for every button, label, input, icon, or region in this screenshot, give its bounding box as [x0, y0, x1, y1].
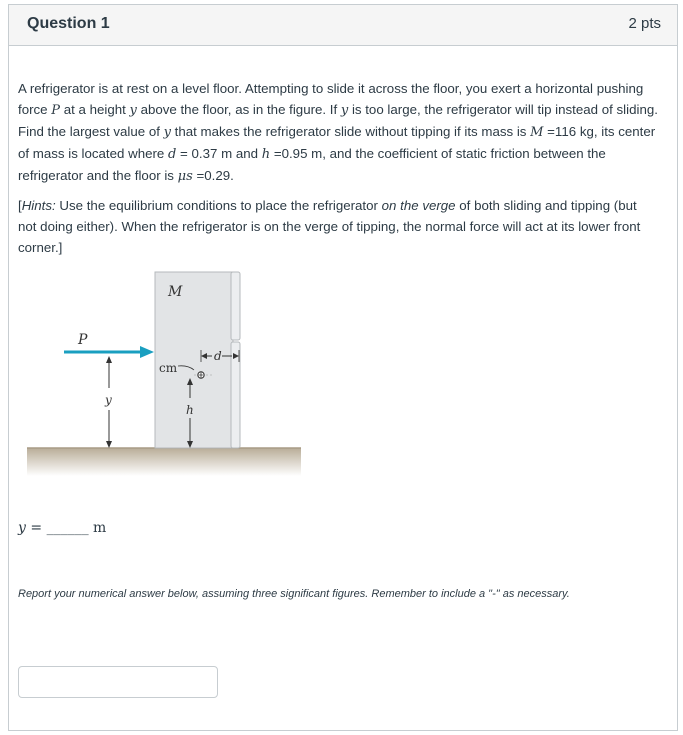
math-M: M — [530, 125, 544, 140]
math-mu-s: μs — [177, 169, 193, 184]
answer-variable: y — [18, 520, 26, 536]
answer-expression — [18, 520, 106, 536]
hint-seg: of both sliding and tipping (but not doing either). When the refrigerator is on the verge of tipping, the normal force will act at its lower front corner.] — [18, 198, 641, 255]
text-seg: is too large, the refrigerator will tip instead of sliding. Find the largest value of — [18, 102, 658, 139]
text-seg: at a height — [60, 102, 130, 117]
hint-seg: Use the equilibrium conditions to place the refrigerator — [55, 198, 382, 213]
floor — [27, 448, 301, 476]
text-seg: = 0.37 m and — [176, 146, 262, 161]
answer-equals: = — [25, 520, 47, 536]
hint-label: Hints: — [21, 198, 56, 213]
force-label: P — [78, 332, 88, 348]
question-text — [18, 78, 658, 187]
math-P: P — [51, 103, 61, 118]
math-y: y — [163, 125, 171, 140]
force-arrow-head — [140, 346, 154, 358]
hint-text — [18, 195, 658, 258]
y-arrow-down — [106, 441, 112, 448]
answer-instruction: Report your numerical answer below, assuming three significant figures. Remember to include a "-" as necessary. — [18, 588, 570, 600]
cm-label: cm — [159, 361, 178, 375]
text-seg: above the floor, as in the figure. If — [136, 102, 341, 117]
y-arrow-up — [106, 356, 112, 363]
answer-blank: ______ — [46, 520, 89, 536]
h-label: h — [186, 403, 194, 417]
math-d: d — [168, 147, 177, 162]
math-y: y — [340, 103, 349, 118]
hint-bracket: [ — [18, 198, 22, 213]
refrigerator-figure — [18, 266, 303, 478]
d-label: d — [214, 349, 222, 363]
math-y: y — [129, 103, 137, 118]
text-seg: =0.29. — [192, 168, 234, 183]
text-seg: that makes the refrigerator slide without tipping if its mass is — [170, 124, 531, 139]
question-header — [9, 5, 677, 46]
math-h: h — [261, 147, 271, 162]
text-seg: =116 kg, its center of mass is located where — [18, 124, 656, 161]
answer-input[interactable] — [18, 666, 218, 698]
refrigerator-door-upper — [231, 272, 240, 340]
text-seg: A refrigerator is at rest on a level floor. Attempting to slide it across the floor, you exert a horizontal pushing force — [18, 81, 644, 117]
question-title: Question 1 — [27, 15, 110, 32]
hint-emphasis: on the verge — [381, 198, 456, 213]
y-label: y — [105, 393, 112, 407]
answer-unit: m — [88, 520, 107, 536]
mass-label: M — [168, 284, 183, 300]
text-seg: =0.95 m, and the coefficient of static friction between the refrigerator and the floor is — [18, 146, 606, 183]
question-points: 2 pts — [628, 15, 661, 32]
